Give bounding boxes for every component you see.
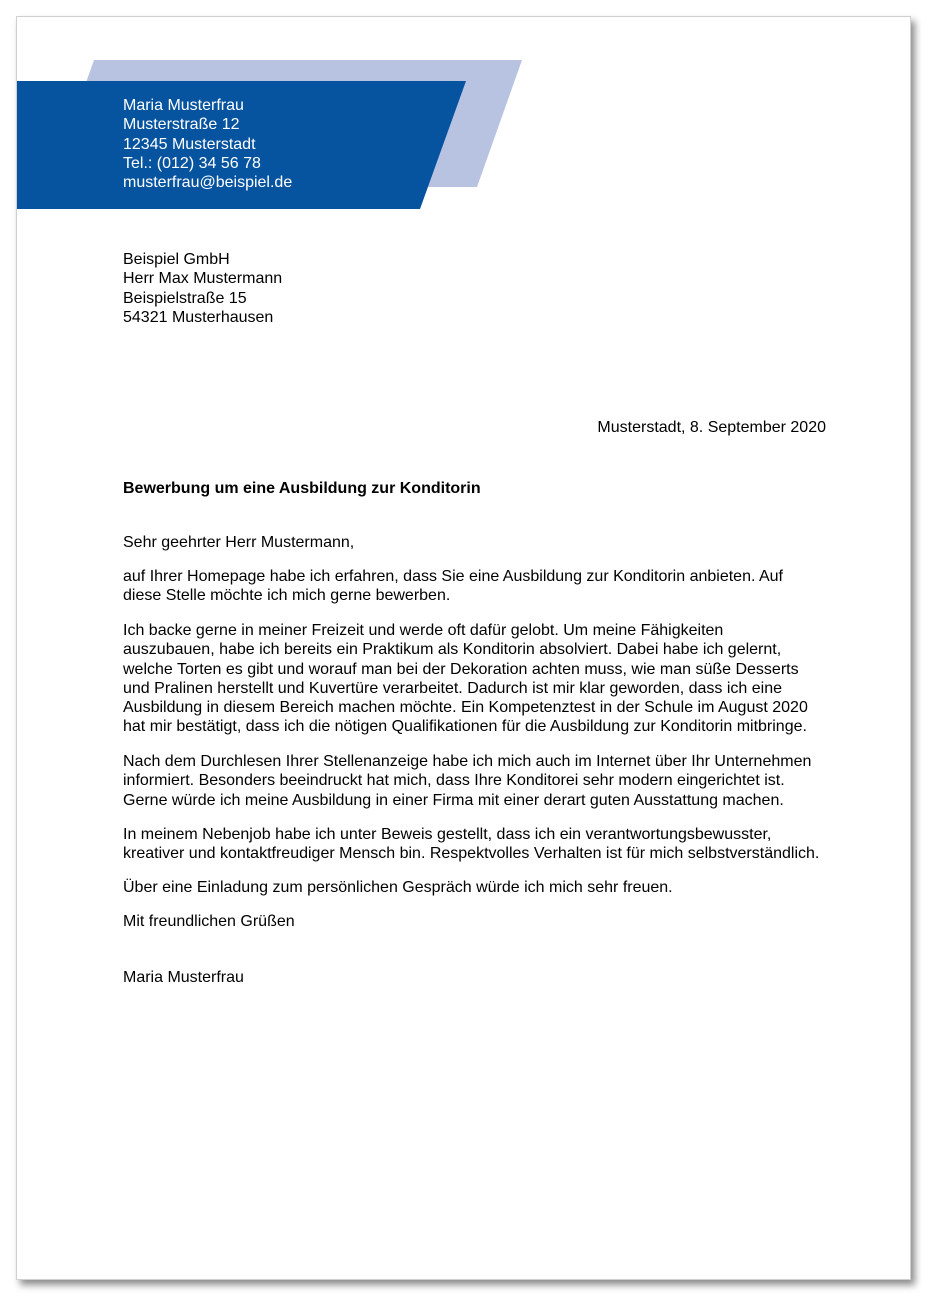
paragraph-line: auf Ihrer Homepage habe ich erfahren, dass Sie eine Ausbildung zur Konditorin anbieten. Auf bbox=[123, 568, 783, 585]
body-paragraph bbox=[123, 567, 843, 606]
paragraph-line: Über eine Einladung zum persönlichen Gespräch würde ich mich sehr freuen. bbox=[123, 879, 673, 896]
body-paragraph bbox=[123, 752, 843, 810]
letter-signature: Maria Musterfrau bbox=[123, 969, 244, 986]
paragraph-line: Ausbildung in diesem Bereich machen möchte. Ein Kompetenztest in der Schule im August 2020 bbox=[123, 699, 808, 717]
recipient-street: Beispielstraße 15 bbox=[123, 289, 247, 307]
sender-email: musterfrau@beispiel.de bbox=[123, 174, 293, 192]
sender-street: Musterstraße 12 bbox=[123, 116, 240, 134]
recipient-address bbox=[123, 250, 282, 327]
letter-closing: Mit freundlichen Grüßen bbox=[123, 913, 295, 930]
letter-date: Musterstadt, 8. September 2020 bbox=[597, 419, 826, 436]
sender-phone: Tel.: (012) 34 56 78 bbox=[123, 154, 261, 172]
recipient-city: 54321 Musterhausen bbox=[123, 308, 274, 326]
recipient-contact: Herr Max Mustermann bbox=[123, 270, 283, 288]
sender-city: 12345 Musterstadt bbox=[123, 135, 256, 153]
letter-page bbox=[16, 16, 911, 1280]
paragraph-line: welche Torten es gibt und worauf man bei der Dekoration achten muss, wie man süße Desserts bbox=[123, 660, 799, 678]
paragraph-line: informiert. Besonders beeindruckt hat mich, dass Ihre Konditorei sehr modern eingerichtet ist. bbox=[123, 772, 785, 790]
paragraph-line: kreativer und kontaktfreudiger Mensch bin. Respektvolles Verhalten ist für mich selbstverständlich. bbox=[123, 845, 820, 863]
body-paragraph bbox=[123, 878, 843, 897]
letter-salutation: Sehr geehrter Herr Mustermann, bbox=[123, 534, 355, 551]
paragraph-line: Nach dem Durchlesen Ihrer Stellenanzeige habe ich mich auch im Internet über Ihr Unternehmen bbox=[123, 753, 812, 770]
recipient-company: Beispiel GmbH bbox=[123, 251, 230, 268]
letter-subject: Bewerbung um eine Ausbildung zur Konditorin bbox=[123, 480, 481, 497]
body-paragraph bbox=[123, 621, 843, 737]
sender-address bbox=[123, 96, 292, 192]
paragraph-line: auszubauen, habe ich bereits ein Praktikum als Konditorin absolviert. Dabei habe ich gelernt, bbox=[123, 641, 782, 659]
paragraph-line: diese Stelle möchte ich mich gerne bewerben. bbox=[123, 587, 451, 605]
paragraph-line: In meinem Nebenjob habe ich unter Beweis gestellt, dass ich ein verantwortungsbewusster, bbox=[123, 826, 772, 843]
paragraph-line: und Pralinen herstellt und Kuvertüre verarbeitet. Dadurch ist mir klar geworden, dass ich eine bbox=[123, 679, 782, 697]
paragraph-line: hat mir bestätigt, dass ich die nötigen Qualifikationen für die Ausbildung zur Konditorin mitbringe. bbox=[123, 718, 807, 736]
sender-name: Maria Musterfrau bbox=[123, 97, 244, 114]
paragraph-line: Ich backe gerne in meiner Freizeit und werde oft dafür gelobt. Um meine Fähigkeiten bbox=[123, 622, 724, 639]
body-paragraph bbox=[123, 825, 843, 864]
paragraph-line: Gerne würde ich meine Ausbildung in einer Firma mit einer derart guten Ausstattung machen. bbox=[123, 791, 784, 809]
